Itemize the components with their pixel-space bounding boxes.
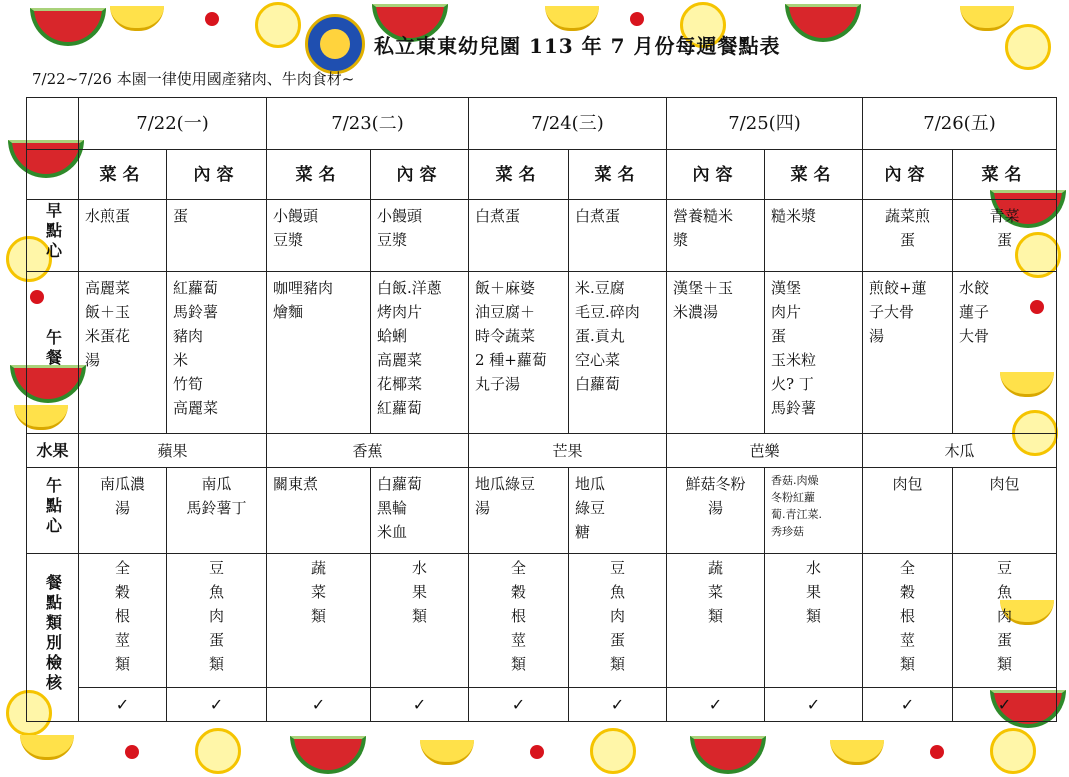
- lemon-icon: [255, 2, 301, 48]
- menu-cell: 鮮菇冬粉 湯: [667, 468, 765, 554]
- row-label-snack: 午點心: [43, 477, 63, 537]
- check-mark: ✓: [79, 688, 167, 722]
- breakfast-row: [27, 200, 1057, 272]
- menu-cell: 漢堡 肉片 蛋 玉米粒 火? 丁 馬鈴薯: [765, 272, 863, 434]
- menu-cell: 肉包: [953, 468, 1057, 554]
- menu-cell: 高麗菜 飯＋玉 米蛋花 湯: [79, 272, 167, 434]
- banana-icon: [420, 740, 474, 765]
- check-mark: ✓: [667, 688, 765, 722]
- column-header: 內容: [667, 150, 765, 200]
- category-cell: 水 果 類: [765, 554, 863, 688]
- fruit-cell: 芒果: [469, 434, 667, 468]
- weekly-menu-table: [26, 97, 1057, 722]
- cherry-icon: [205, 12, 219, 26]
- category-cell: 蔬 菜 類: [667, 554, 765, 688]
- menu-cell: 白煮蛋: [469, 200, 569, 272]
- fruit-cell: 芭樂: [667, 434, 863, 468]
- column-header: 菜名: [569, 150, 667, 200]
- watermelon-icon: [785, 4, 861, 42]
- menu-note: 7/22~7/26 本園一律使用國產豬肉、牛肉食材~: [32, 70, 355, 88]
- fruit-cell: 木瓜: [863, 434, 1057, 468]
- column-header-row: [27, 150, 1057, 200]
- column-header: 內容: [167, 150, 267, 200]
- category-cell: 豆 魚 肉 蛋 類: [569, 554, 667, 688]
- menu-cell: 白煮蛋: [569, 200, 667, 272]
- category-cell: 全 穀 根 莖 類: [469, 554, 569, 688]
- cherry-icon: [530, 745, 544, 759]
- banana-icon: [545, 6, 599, 31]
- category-cell: 蔬 菜 類: [267, 554, 371, 688]
- menu-cell: 小饅頭 豆漿: [267, 200, 371, 272]
- lunch-row: [27, 272, 1057, 434]
- menu-cell: 紅蘿蔔 馬鈴薯 豬肉 米 竹筍 高麗菜: [167, 272, 267, 434]
- menu-cell: 白蘿蔔 黑輪 米血: [371, 468, 469, 554]
- menu-cell: 糙米漿: [765, 200, 863, 272]
- page-title: 私立東東幼兒園 113 年 7 月份每週餐點表: [374, 34, 781, 58]
- cherry-icon: [930, 745, 944, 759]
- fruit-cell: 蘋果: [79, 434, 267, 468]
- menu-cell: 南瓜濃 湯: [79, 468, 167, 554]
- row-label-lunch: 午餐: [43, 329, 63, 369]
- check-mark: ✓: [167, 688, 267, 722]
- banana-icon: [960, 6, 1014, 31]
- check-mark: ✓: [267, 688, 371, 722]
- lemon-icon: [590, 728, 636, 774]
- day-header: 7/22(一): [79, 98, 267, 150]
- category-cell: 全 穀 根 莖 類: [79, 554, 167, 688]
- check-mark: ✓: [371, 688, 469, 722]
- category-cell: 水 果 類: [371, 554, 469, 688]
- menu-cell: 地瓜綠豆 湯: [469, 468, 569, 554]
- day-header: 7/24(三): [469, 98, 667, 150]
- category-cell: 豆 魚 肉 蛋 類: [953, 554, 1057, 688]
- column-header: 菜名: [765, 150, 863, 200]
- menu-cell: 煎餃+蓮 子大骨 湯: [863, 272, 953, 434]
- check-mark: ✓: [953, 688, 1057, 722]
- menu-cell: 地瓜 綠豆 糖: [569, 468, 667, 554]
- cherry-icon: [125, 745, 139, 759]
- row-label-breakfast: 早點心: [43, 202, 63, 262]
- category-cell: 豆 魚 肉 蛋 類: [167, 554, 267, 688]
- watermelon-icon: [30, 8, 106, 46]
- category-row: [27, 554, 1057, 688]
- fruit-cell: 香蕉: [267, 434, 469, 468]
- row-label-fruit: 水果: [27, 434, 79, 468]
- check-mark: ✓: [863, 688, 953, 722]
- menu-cell: 小饅頭 豆漿: [371, 200, 469, 272]
- menu-cell: 咖哩豬肉 燴麵: [267, 272, 371, 434]
- lemon-icon: [1005, 24, 1051, 70]
- check-mark: ✓: [469, 688, 569, 722]
- column-header: 菜名: [469, 150, 569, 200]
- column-header: 菜名: [953, 150, 1057, 200]
- menu-cell: 關東煮: [267, 468, 371, 554]
- menu-cell: 米.豆腐 毛豆.碎肉 蛋.貢丸 空心菜 白蘿蔔: [569, 272, 667, 434]
- row-label-check: 餐點類別檢核: [43, 574, 63, 694]
- day-header: 7/26(五): [863, 98, 1057, 150]
- menu-cell: 漢堡＋玉 米濃湯: [667, 272, 765, 434]
- menu-cell: 香菇.肉燥 冬粉紅蘿 蔔.青江菜. 秀珍菇: [765, 468, 863, 554]
- fruit-row: [27, 434, 1057, 468]
- lemon-icon: [195, 728, 241, 774]
- banana-icon: [20, 735, 74, 760]
- school-logo: [305, 14, 365, 74]
- menu-cell: 肉包: [863, 468, 953, 554]
- column-header: 內容: [371, 150, 469, 200]
- banana-icon: [110, 6, 164, 31]
- cherry-icon: [630, 12, 644, 26]
- menu-cell: 南瓜 馬鈴薯丁: [167, 468, 267, 554]
- menu-cell: 飯＋麻婆 油豆腐＋ 時令蔬菜 2 種+蘿蔔 丸子湯: [469, 272, 569, 434]
- watermelon-icon: [690, 736, 766, 774]
- day-header-row: [27, 98, 1057, 150]
- category-cell: 全 穀 根 莖 類: [863, 554, 953, 688]
- column-header: 菜名: [79, 150, 167, 200]
- watermelon-icon: [290, 736, 366, 774]
- lemon-icon: [990, 728, 1036, 774]
- menu-cell: 白飯.洋蔥 烤肉片 蛤蜊 高麗菜 花椰菜 紅蘿蔔: [371, 272, 469, 434]
- check-mark: ✓: [765, 688, 863, 722]
- day-header: 7/23(二): [267, 98, 469, 150]
- menu-cell: 營養糙米 漿: [667, 200, 765, 272]
- menu-cell: 蔬菜煎 蛋: [863, 200, 953, 272]
- column-header: 菜名: [267, 150, 371, 200]
- menu-cell: 蛋: [167, 200, 267, 272]
- day-header: 7/25(四): [667, 98, 863, 150]
- menu-cell: 青菜 蛋: [953, 200, 1057, 272]
- checkmark-row: [27, 688, 1057, 722]
- menu-cell: 水餃 蓮子 大骨: [953, 272, 1057, 434]
- snack-row: [27, 468, 1057, 554]
- column-header: 內容: [863, 150, 953, 200]
- menu-cell: 水煎蛋: [79, 200, 167, 272]
- banana-icon: [830, 740, 884, 765]
- check-mark: ✓: [569, 688, 667, 722]
